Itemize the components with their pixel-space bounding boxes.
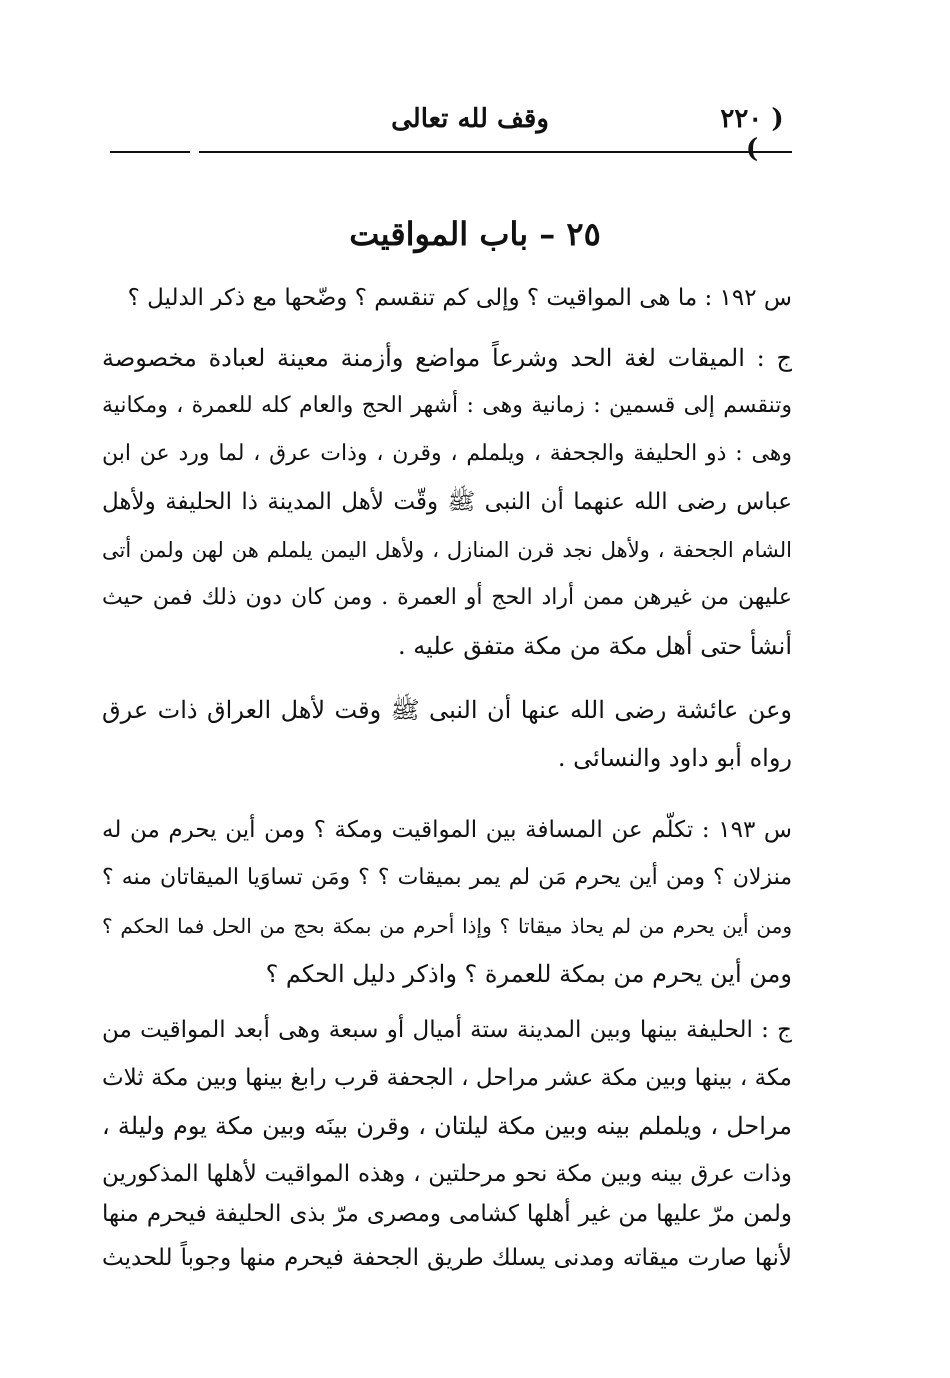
answer-192-line: عليهن من غيرهن ممن أراد الحج أو العمرة . ومن كان دون ذلك فمن حيث <box>102 585 792 610</box>
header-rule-long <box>199 151 792 153</box>
page-number: ( ٢٢٠ ) <box>720 104 784 164</box>
header-rule-short <box>110 151 190 153</box>
answer-193-line: وذات عرق بينه وبين مكة نحو مرحلتين ، وهذه المواقيت لأهلها المذكورين <box>102 1161 792 1187</box>
answer-192-line: عباس رضى الله عنهما أن النبى ﷺ وقّت لأهل المدينة ذا الحليفة ولأهل <box>102 489 792 515</box>
answer-192-line: وتنقسم إلى قسمين : زمانية وهى : أشهر الحج والعام كله للعمرة ، ومكانية <box>102 393 792 418</box>
hadith-line: وعن عائشة رضى الله عنها أن النبى ﷺ وقت لأهل العراق ذات عرق <box>102 696 792 724</box>
question-193-line: منزلان ؟ ومن أين يحرم مَن لم يمر بميقات ؟ ؟ ومَن تساوَيا الميقاتان منه ؟ <box>102 865 792 890</box>
answer-193-line: لأنها صارت ميقاته ومدنى يسلك طريق الجحفة فيحرم منها وجوباً للحديث <box>102 1245 792 1271</box>
answer-192-line: أنشأ حتى أهل مكة من مكة متفق عليه . <box>397 632 792 660</box>
chapter-title: ٢٥ – باب المواقيت <box>349 215 601 253</box>
question-192-line: س ١٩٢ : ما هى المواقيت ؟ وإلى كم تنقسم ؟ وضّحها مع ذكر الدليل ؟ <box>127 285 792 311</box>
answer-193-line: مكة ، بينها وبين مكة عشر مراحل ، الجحفة قرب رابغ بينها وبين مكة ثلاث <box>102 1065 792 1091</box>
answer-192-line: الشام الجحفة ، ولأهل نجد قرن المنازل ، ولأهل اليمن يلملم هن لهن ولمن أتى <box>102 538 792 562</box>
page-header <box>0 104 950 164</box>
running-title: وقف لله تعالى <box>391 104 549 134</box>
answer-192-line: ج : الميقات لغة الحد وشرعاً مواضع وأزمنة معينة لعبادة مخصوصة <box>102 344 792 372</box>
answer-192-line: وهى : ذو الحليفة والجحفة ، ويلملم ، وقرن ، وذات عرق ، لما ورد عن ابن <box>102 441 792 466</box>
question-193-line: ومن أين يحرم من بمكة للعمرة ؟ واذكر دليل الحكم ؟ <box>265 960 792 988</box>
answer-193-line: مراحل ، ويلملم بينه وبين مكة ليلتان ، وقرن بينَه وبين مكة يوم وليلة ، <box>102 1112 792 1140</box>
answer-193-line: ج : الحليفة بينها وبين المدينة ستة أميال أو سبعة وهى أبعد المواقيت من <box>102 1017 792 1043</box>
question-193-line: ومن أين يحرم من لم يحاذ ميقاتا ؟ وإذا أحرم من بمكة بحج من الحل فما الحكم ؟ <box>102 914 792 938</box>
answer-193-line: ولمن مرّ عليها من غير أهلها كشامى ومصرى مرّ بذى الحليفة فيحرم منها <box>102 1201 792 1227</box>
hadith-line: رواه أبو داود والنسائى . <box>557 744 792 772</box>
question-193-line: س ١٩٣ : تكلّم عن المسافة بين المواقيت ومكة ؟ ومن أين يحرم من له <box>102 817 792 843</box>
